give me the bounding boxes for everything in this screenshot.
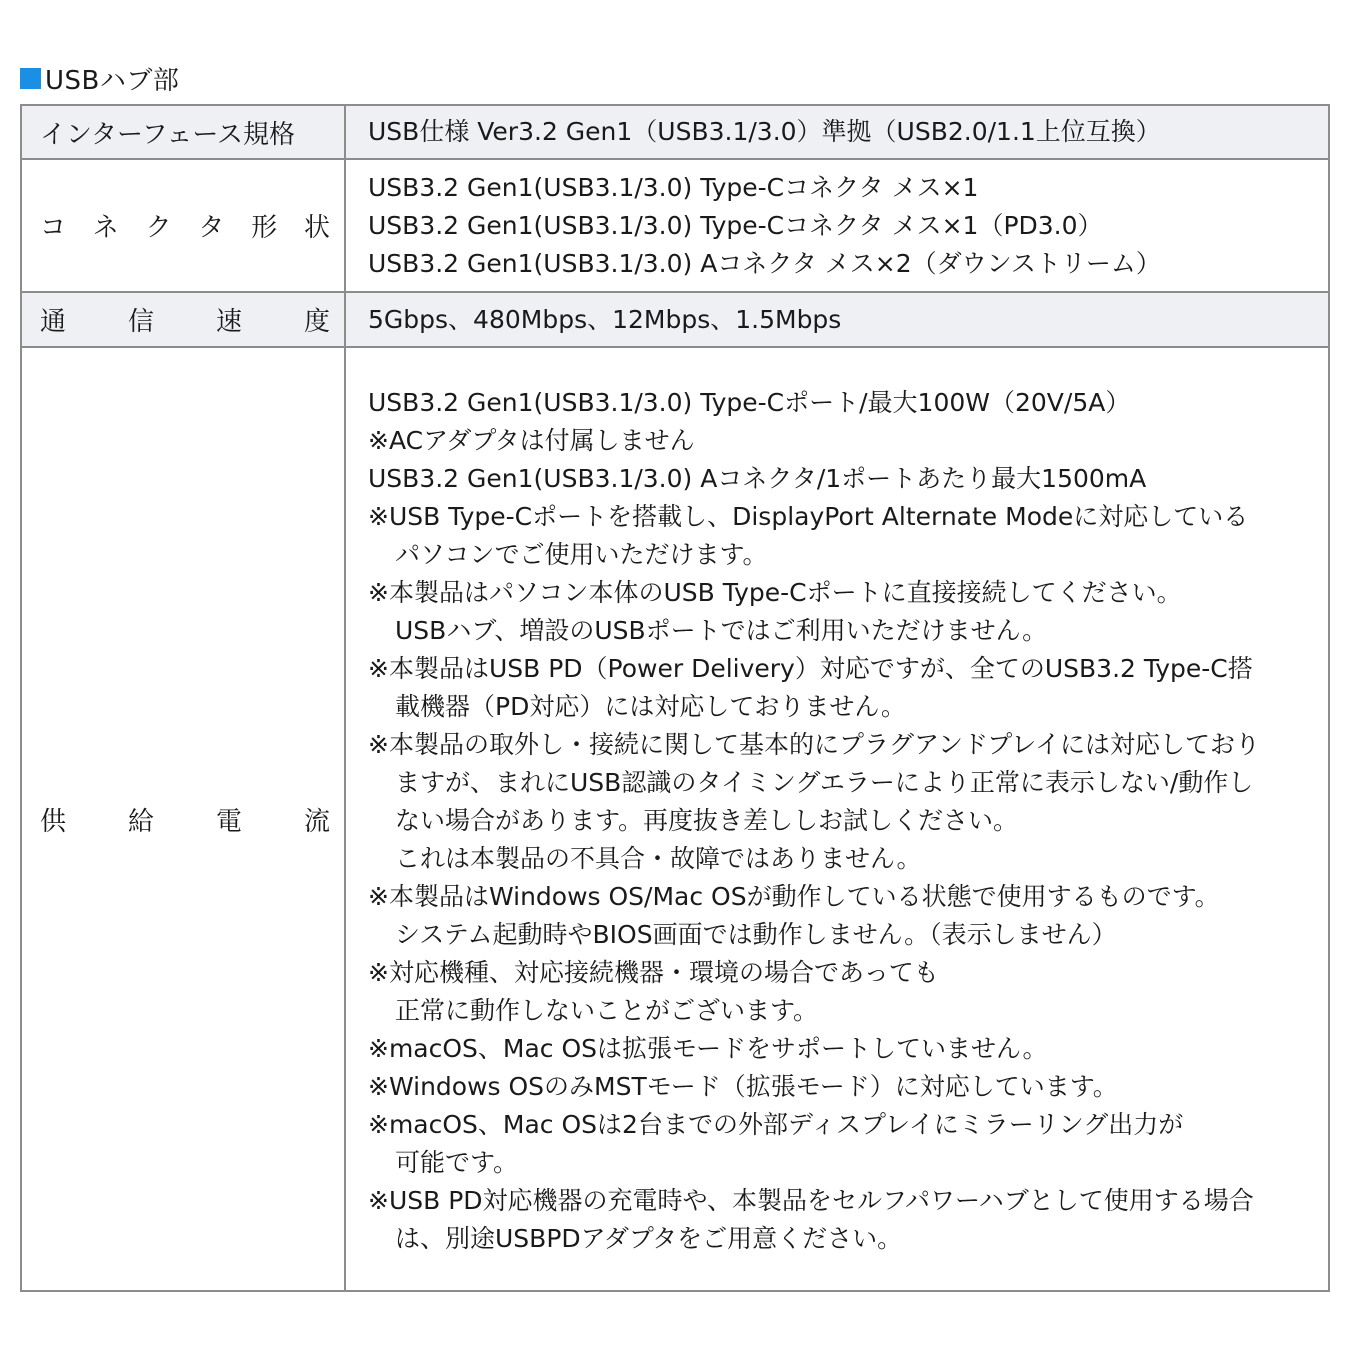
spec-table xyxy=(20,104,1330,1292)
spec-row-power xyxy=(21,347,1329,1291)
spec-value-line: パソコンでご使用いただけます。 xyxy=(395,540,768,569)
spec-value-line: ※Windows OSのみMSTモード（拡張モード）に対応しています。 xyxy=(368,1072,1118,1101)
spec-label-text: インターフェース規格 xyxy=(40,119,296,150)
spec-value-line: ※本製品はWindows OS/Mac OSが動作している状態で使用するものです。 xyxy=(368,882,1220,911)
spec-label xyxy=(40,207,330,244)
spec-value-line: システム起動時やBIOS画面では動作しません。（表示しません） xyxy=(395,920,1117,949)
spec-label-char: 供 xyxy=(40,806,67,837)
spec-label xyxy=(40,801,330,838)
spec-value-line: USB3.2 Gen1(USB3.1/3.0) Aコネクタ/1ポートあたり最大1500mA xyxy=(368,464,1147,493)
spec-value-line: USBハブ、増設のUSBポートではご利用いただけません。 xyxy=(395,616,1048,645)
spec-value-line: USB3.2 Gen1(USB3.1/3.0) Aコネクタ メス×2（ダウンストリーム） xyxy=(368,248,1161,278)
spec-value-line: ※USB Type-Cポートを搭載し、DisplayPort Alternate Modeに対応している xyxy=(368,502,1249,531)
spec-label-cell xyxy=(21,159,345,292)
spec-label-char: 通 xyxy=(40,307,67,337)
spec-value-line: ※本製品はパソコン本体のUSB Type-Cポートに直接接続してください。 xyxy=(368,578,1182,607)
spec-value-line: ない場合があります。再度抜き差ししお試しください。 xyxy=(395,806,1019,835)
spec-label-char: 電 xyxy=(215,806,242,837)
spec-label-char: タ xyxy=(198,213,225,243)
spec-value-line: ※macOS、Mac OSは2台までの外部ディスプレイにミラーリング出力が xyxy=(368,1110,1184,1139)
spec-row-speed xyxy=(21,292,1329,347)
spec-label-char: コ xyxy=(40,213,67,243)
spec-value-line: ますが、まれにUSB認識のタイミングエラーにより正常に表示しない/動作し xyxy=(395,768,1254,797)
spec-label-char: 信 xyxy=(127,307,154,337)
spec-label-char: 速 xyxy=(215,307,242,337)
spec-value-line: ※本製品はUSB PD（Power Delivery）対応ですが、全てのUSB3.2 Type-C搭 xyxy=(368,654,1253,683)
spec-value-cell xyxy=(345,292,1329,347)
section-title xyxy=(20,58,179,98)
spec-value-line: USB3.2 Gen1(USB3.1/3.0) Type-Cコネクタ メス×1 xyxy=(368,172,979,202)
spec-value-line: USB3.2 Gen1(USB3.1/3.0) Type-Cコネクタ メス×1（PD3.0） xyxy=(368,210,1103,240)
spec-label xyxy=(40,301,330,338)
spec-label-char: 給 xyxy=(127,806,154,837)
spec-label-cell xyxy=(21,347,345,1291)
spec-value-line: は、別途USBPDアダプタをご用意ください。 xyxy=(395,1224,903,1253)
spec-value-cell xyxy=(345,105,1329,159)
spec-value-cell xyxy=(345,347,1329,1291)
spec-row-connector xyxy=(21,159,1329,292)
spec-value-line: 正常に動作しないことがございます。 xyxy=(395,996,819,1025)
spec-label-char: 流 xyxy=(303,806,330,837)
spec-value-line: 5Gbps、480Mbps、12Mbps、1.5Mbps xyxy=(368,304,842,334)
spec-label xyxy=(40,114,330,151)
spec-label-char: 度 xyxy=(303,307,330,337)
spec-label-char: 形 xyxy=(251,213,278,243)
spec-value-line: USB3.2 Gen1(USB3.1/3.0) Type-Cポート/最大100W（20V/5A） xyxy=(368,388,1131,417)
spec-value-line: 載機器（PD対応）には対応しておりません。 xyxy=(395,692,906,721)
spec-value-line: ※本製品の取外し・接続に関して基本的にプラグアンドプレイには対応しており xyxy=(368,730,1260,759)
spec-value-line: これは本製品の不具合・故障ではありません。 xyxy=(395,844,922,873)
spec-value-line: ※対応機種、対応接続機器・環境の場合であっても xyxy=(368,958,939,987)
spec-value-line: ※USB PD対応機器の充電時や、本製品をセルフパワーハブとして使用する場合 xyxy=(368,1186,1254,1215)
spec-value-line: 可能です。 xyxy=(395,1148,519,1177)
spec-value-line: USB仕様 Ver3.2 Gen1（USB3.1/3.0）準拠（USB2.0/1.1上位互換） xyxy=(368,117,1161,146)
spec-label-char: 状 xyxy=(303,213,330,243)
spec-row-interface xyxy=(21,105,1329,159)
spec-value-line: ※macOS、Mac OSは拡張モードをサポートしていません。 xyxy=(368,1034,1048,1063)
section-title-text: USBハブ部 xyxy=(45,65,180,96)
spec-label-cell xyxy=(21,105,345,159)
spec-value-line: ※ACアダプタは付属しません xyxy=(368,426,695,455)
spec-label-cell xyxy=(21,292,345,347)
spec-value-cell xyxy=(345,159,1329,292)
section-marker-icon xyxy=(20,68,41,89)
spec-label-char: ク xyxy=(145,213,172,243)
spec-label-char: ネ xyxy=(92,213,119,243)
